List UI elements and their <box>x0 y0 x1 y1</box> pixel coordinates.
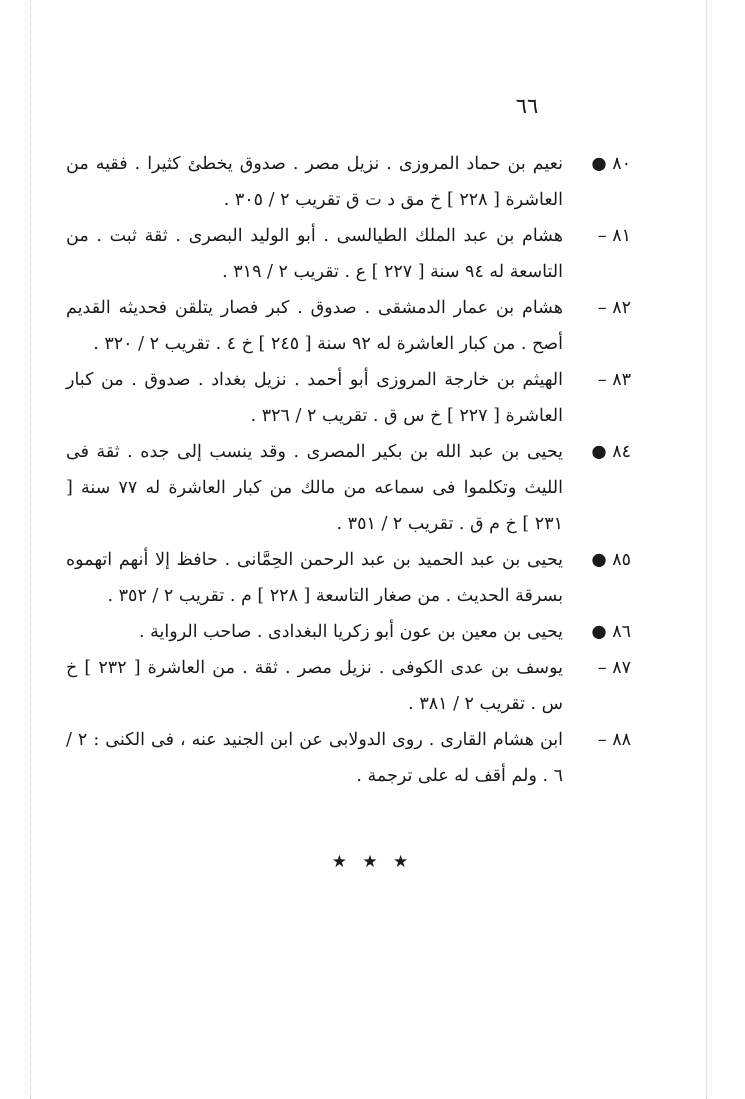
entry-80 <box>66 146 631 218</box>
guide-line <box>706 0 707 1099</box>
section-separator: ★ ★ ★ <box>331 852 414 872</box>
entry-marker: ٨٨ – <box>597 730 631 750</box>
entry-83 <box>66 362 631 434</box>
entry-text: يحيى بن عبد الله بن بكير المصرى . وقد ينسب إلى جده . ثقة فى الليث وتكلموا فى سماعه من مالك من كبار العاشرة له ٧٧ سنة [ ٢٣١ ] خ م ق . تقريب ٢ / ٣٥١ . <box>66 442 563 534</box>
entry-84 <box>66 434 631 542</box>
entry-marker: ٨٣ – <box>597 370 631 390</box>
entry-text: يحيى بن معين بن عون أبو زكريا البغدادى . صاحب الرواية . <box>139 622 563 642</box>
entry-text: هشام بن عمار الدمشقى . صدوق . كبر فصار يتلقن فحديثه القديم أصح . من كبار العاشرة له ٩٢ سنة [ ٢٤٥ ] خ ٤ . تقريب ٢ / ٣٢٠ . <box>66 298 563 354</box>
entry-marker: ٨٧ – <box>597 658 631 678</box>
entry-82 <box>66 290 631 362</box>
entry-marker: ٨١ – <box>597 226 631 246</box>
entry-88 <box>66 722 631 794</box>
entry-86 <box>66 614 631 650</box>
entry-81 <box>66 218 631 290</box>
entry-text: يوسف بن عدى الكوفى . نزيل مصر . ثقة . من العاشرة [ ٢٣٢ ] خ س . تقريب ٢ / ٣٨١ . <box>66 658 563 714</box>
guide-line <box>30 0 31 1099</box>
entry-list <box>66 146 631 794</box>
entry-marker: ٨٥ ● <box>591 550 631 570</box>
entry-text: يحيى بن عبد الحميد بن عبد الرحمن الحِمَّانى . حافظ إلا أنهم اتهموه بسرقة الحديث . من صغار التاسعة [ ٢٢٨ ] م . تقريب ٢ / ٣٥٢ . <box>66 550 563 606</box>
entry-text: الهيثم بن خارجة المروزى أبو أحمد . نزيل بغداد . صدوق . من كبار العاشرة [ ٢٢٧ ] خ س ق . تقريب ٢ / ٣٢٦ . <box>66 370 563 426</box>
entry-text: نعيم بن حماد المروزى . نزيل مصر . صدوق يخطئ كثيرا . فقيه من العاشرة [ ٢٢٨ ] خ مق د ت ق تقريب ٢ / ٣٠٥ . <box>66 154 563 210</box>
entry-text: هشام بن عبد الملك الطيالسى . أبو الوليد البصرى . ثقة ثبت . من التاسعة له ٩٤ سنة [ ٢٢٧ ] ع . تقريب ٢ / ٣١٩ . <box>66 226 563 282</box>
entry-marker: ٨٤ ● <box>591 442 631 462</box>
page-number: ٦٦ <box>515 94 539 118</box>
entry-marker: ٨٠ ● <box>591 154 631 174</box>
entry-text: ابن هشام القارى . روى الدولابى عن ابن الجنيد عنه ، فى الكنى : ٢ / ٦ . ولم أقف له على ترجمة . <box>66 730 563 786</box>
entry-87 <box>66 650 631 722</box>
entry-marker: ٨٦ ● <box>591 622 631 642</box>
entry-85 <box>66 542 631 614</box>
entry-marker: ٨٢ – <box>597 298 631 318</box>
